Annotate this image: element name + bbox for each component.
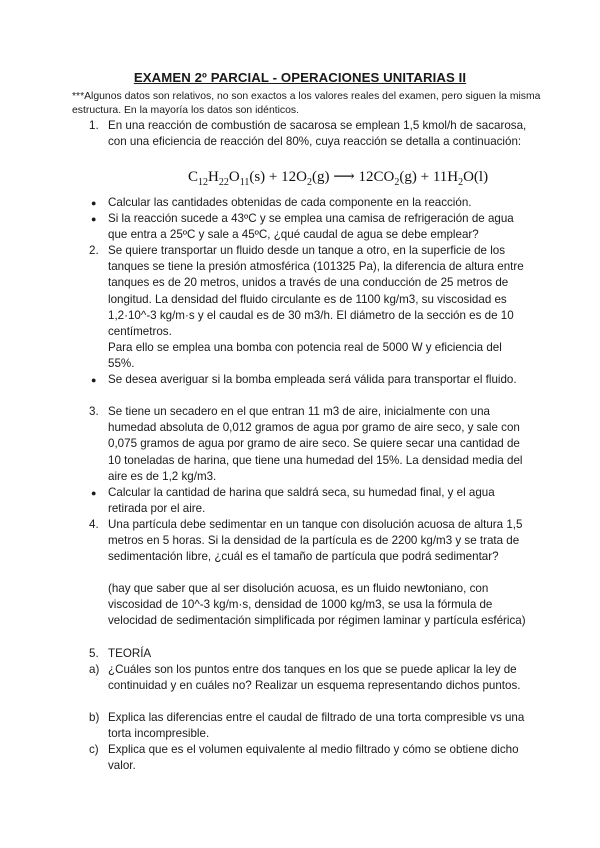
equation-plus-2: + [420, 169, 430, 185]
equation-plus-1: + [268, 169, 278, 185]
question-2-marker: 2. [89, 244, 99, 257]
question-2-pump-text: Para ello se emplea una bomba con potencia real de 5000 W y eficiencia del 55%. [108, 341, 502, 371]
bullet-icon: ● [91, 375, 97, 385]
question-5-marker: 5. [89, 647, 99, 660]
question-4-marker: 4. [89, 518, 99, 531]
question-1-text: En una reacción de combustión de sacarosa se emplean 1,5 kmol/h de sacarosa, con una eficiencia de reacción del 80%, cuya reacción se detalla a continuación: [108, 119, 527, 149]
question-5a-marker: a) [89, 663, 100, 676]
bullet-icon: ● [91, 214, 97, 224]
question-1-marker: 1. [89, 119, 99, 132]
question-5b-marker: b) [89, 711, 100, 724]
question-2-bullet-1: Se desea averiguar si la bomba empleada será válida para transportar el fluido. [108, 373, 517, 386]
equation-arrow: ⟶ [333, 169, 355, 185]
reaction-equation [188, 167, 488, 188]
bullet-icon: ● [91, 488, 97, 498]
question-3-marker: 3. [89, 405, 99, 418]
equation-product-h2o: $11H_2O(l)$ [432, 169, 489, 188]
question-1-bullet-1: Calcular las cantidades obtenidas de cada componente en la reacción. [108, 196, 472, 209]
equation-product-co2: $12CO_2(g)$ [358, 169, 417, 188]
question-5b-text: Explica las diferencias entre el caudal de filtrado de una torta compresible vs una torta incompresible. [108, 711, 525, 741]
question-5-title: TEORÍA [108, 647, 152, 660]
question-4-note: (hay que saber que al ser disolución acuosa, es un fluido newtoniano, con viscosidad de 10^-3 kg/m·s, densidad de 1000 kg/m3, se usa la fórmula de velocidad de sedimentación simplificada por régimen laminar y partícula esférica) [108, 582, 526, 628]
bullet-icon: ● [91, 198, 97, 208]
question-1-bullet-2: Si la reacción sucede a 43ºC y se emplea una camisa de refrigeración de agua que entra a 25ºC y sale a 45ºC, ¿qué caudal de agua se debe emplear? [108, 212, 514, 242]
question-5c-marker: c) [89, 743, 99, 756]
question-5c-text: Explica que es el volumen equivalente al medio filtrado y cómo se obtiene dicho valor. [108, 743, 519, 773]
question-5a-text: ¿Cuáles son los puntos entre dos tanques en los que se puede aplicar la ley de continuidad y en cuáles no? Realizar un esquema representando dichos puntos. [108, 663, 521, 693]
question-3-text: Se tiene un secadero en el que entran 11 m3 de aire, inicialmente con una humedad absoluta de 0,012 gramos de agua por gramo de aire seco, y sale con 0,075 gramos de agua por gramo de aire seco. Se quiere secar una cantidad de 10 toneladas de harina, que tiene una humedad del 15%. La densidad media del aire es de 1,2 kg/m3. [108, 405, 523, 483]
equation-reactant: $C_{12}H_{22}O_{11}(s)$ [188, 169, 266, 188]
page-title: EXAMEN 2º PARCIAL - OPERACIONES UNITARIAS II [133, 70, 467, 85]
question-2-text: Se quiere transportar un fluido desde un tanque a otro, en la superficie de los tanques se tiene la presión atmosférica (101325 Pa), la diferencia de altura entre tanques es de 20 metros, unidos a través de una conducción de 25 metros de longitud. La densidad del fluido circulante es de 1100 kg/m3, su viscosidad es 1,2·10^-3 kg/m·s y el caudal es de 30 m3/h. El diámetro de la sección es de 10 centímetros. [108, 244, 524, 339]
intro-note: ***Algunos datos son relativos, no son exactos a los valores reales del examen, pero siguen la misma estructura. En la mayoría los datos son idénticos. [72, 91, 541, 116]
equation-oxygen: $12O_2(g)$ [281, 169, 330, 188]
question-4-text: Una partícula debe sedimentar en un tanque con disolución acuosa de altura 1,5 metros en 5 horas. Si la densidad de la partícula es de 2200 kg/m3 y se trata de sedimentación libre, ¿cuál es el tamaño de partícula que podrá sedimentar? [108, 518, 523, 564]
question-3-bullet-1: Calcular la cantidad de harina que saldrá seca, su humedad final, y el agua retirada por el aire. [108, 486, 495, 516]
